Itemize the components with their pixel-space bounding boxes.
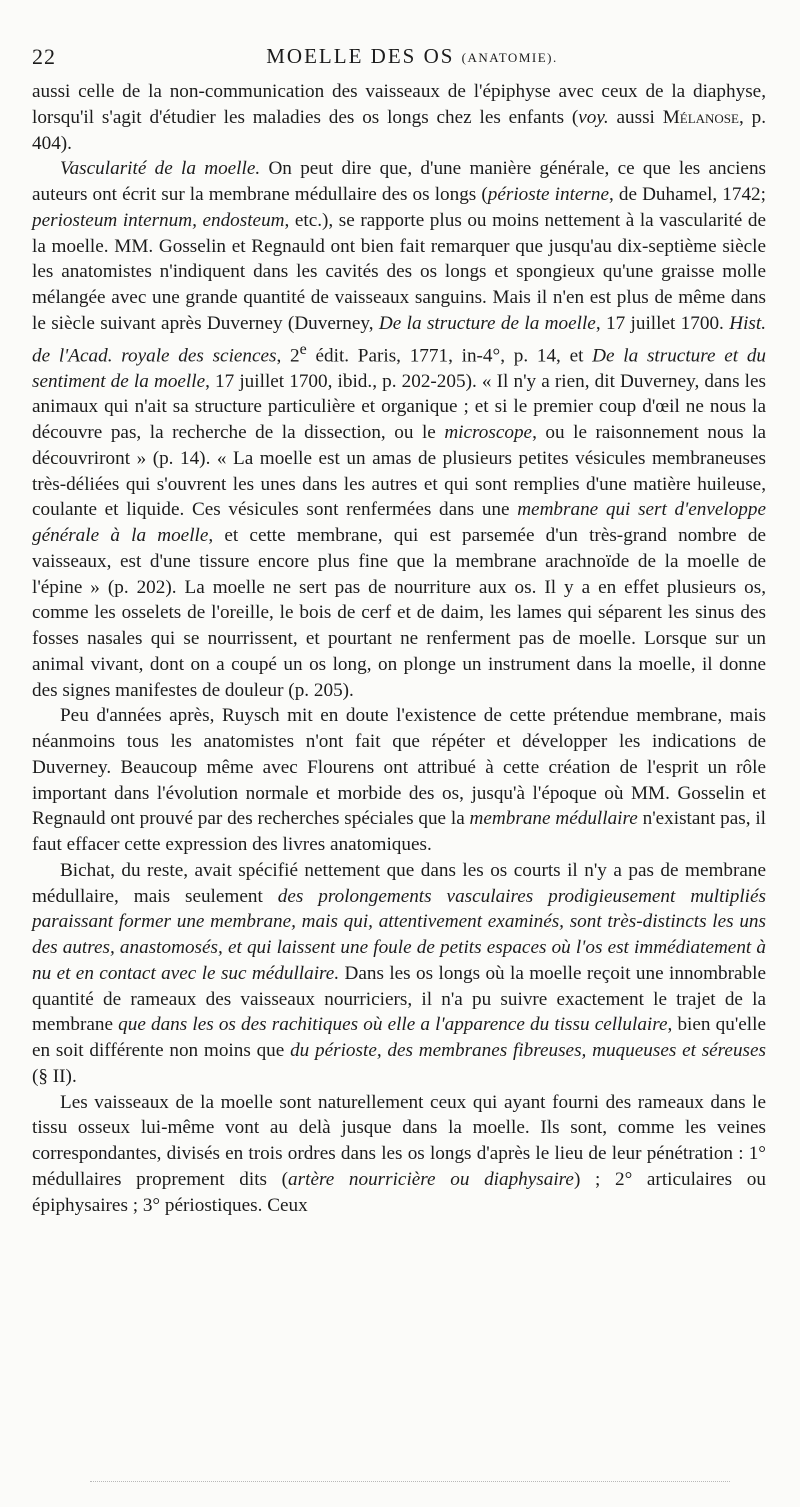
text-run: , bien qu'elle en soit différente non moins que: [32, 1014, 766, 1062]
italic-run: périoste interne: [487, 184, 609, 205]
small-caps-run: Mélanose: [662, 106, 739, 128]
paragraph-5: [32, 1090, 766, 1219]
italic-run: membrane qui sert d'enveloppe générale à la moelle: [32, 499, 766, 547]
running-title: [32, 44, 772, 69]
paragraph-3: [32, 703, 766, 858]
italic-run: periosteum internum, endosteum: [32, 209, 285, 231]
superscript: e: [299, 340, 307, 358]
italic-run: membrane médullaire: [469, 808, 638, 830]
paragraph-4: [32, 858, 766, 1090]
text-run: édit. Paris, 1771, in-4°, p. 14, et: [306, 344, 593, 366]
text-run: Bichat, du reste, avait spécifié nettement que dans les os courts il n'y a pas de membrane médullaire, mais seulement: [32, 859, 766, 907]
text-run: On peut dire que, d'une manière générale, ce que les anciens auteurs ont écrit sur la membrane médullaire des os longs (: [32, 158, 767, 205]
italic-run: du périoste, des membranes fibreuses, muqueuses et séreuses: [290, 1040, 766, 1062]
text-run: , 17 juillet 1700, ibid., p. 202-205). « Il n'y a rien, dit Duverney, dans les animaux qui n'ait sa structure particulière et organique ; et si le premier coup d'œil ne nous la découvre pas, la recherche de la dissection, ou le: [32, 370, 766, 444]
text-run: Dans les os longs où la moelle reçoit une innombrable quantité de rameaux des vaisseaux nourriciers, il n'a pu suivre exactement le trajet de la membrane: [32, 962, 766, 1036]
section-heading: Vascularité de la moelle.: [60, 158, 261, 180]
running-title-main: MOELLE DES OS: [266, 44, 455, 68]
text-run: aussi celle de la non-communication des vaisseaux de l'épiphyse avec ceux de la diaphyse, lorsqu'il s'agit d'étudier les maladies des os longs chez les enfants (: [32, 81, 766, 128]
text-run: , ou le raisonnement nous la découvriront » (p. 14). « La moelle est un amas de plusieurs petites vésicules membraneuses très-déliées qui s'ouvrent les unes dans les autres et qui sont remplies d'une matière huileuse, coulante et liquide. Ces vésicules sont renfermées dans une: [32, 422, 766, 521]
footer-dotted-rule: [90, 1481, 730, 1482]
page-number: 22: [32, 44, 56, 69]
text-run: n'existant pas, il faut effacer cette expression des livres anatomiques.: [32, 808, 766, 856]
italic-run: microscope: [444, 422, 533, 444]
italic-run: De la structure de la moelle: [378, 312, 596, 334]
page-body: [32, 79, 766, 1218]
italic-run: Hist. de l'Acad. royale des sciences: [32, 312, 767, 366]
text-run: Peu d'années après, Ruysch mit en doute l'existence de cette prétendue membrane, mais néanmoins tous les anatomistes n'ont fait que répéter et développer les indications de Duverney. Beaucoup même avec Flourens ont attribué à cette création de l'esprit un rôle important dans l'évolution normale et morbide des os, jusqu'à l'époque où MM. Gosselin et Regnauld ont prouvé par des recherches spéciales que la: [32, 705, 766, 830]
page-header: [32, 40, 772, 70]
italic-run: que dans les os des rachitiques où elle a l'apparence du tissu cellulaire: [118, 1014, 668, 1036]
text-run: , 17 juillet 1700.: [595, 312, 730, 334]
text-run: , de Duhamel, 1742;: [609, 184, 766, 205]
paragraph-1: [32, 79, 766, 156]
running-title-section: (ANATOMIE).: [461, 50, 558, 65]
text-run: , etc.), se rapporte plus ou moins nettement à la vascularité de la moelle. MM. Gosselin et Regnauld ont bien fait remarquer que jusqu'au dix-septième siècle les anatomistes n'indiquent dans les cavités des os longs et spongieux qu'une graisse molle mélangée avec une grande quantité de vaisseaux sanguins. Mais il n'en est plus de même dans le siècle suivant après Duverney (Duverney,: [32, 209, 766, 334]
text-run: (§ II).: [32, 1065, 77, 1087]
italic-run: artère nourricière ou diaphysaire: [288, 1168, 574, 1190]
text-run: , et cette membrane, qui est parsemée d'un très-grand nombre de vaisseaux, est d'une tissure encore plus fine que la membrane arachnoïde de la moelle de l'épine » (p. 202). La moelle ne sert pas de nourriture aux os. Il y a en effet plusieurs os, comme les osselets de l'oreille, le bois de cerf et de daim, les lames qui séparent les sinus des fosses nasales qui se nourrissent, et pourtant ne renferment pas de moelle. Lorsque sur un animal vivant, dont on a coupé un os long, on plonge un instrument dans la moelle, il donne des signes manifestes de douleur (p. 205).: [32, 525, 766, 701]
text-run: , 2: [276, 344, 300, 366]
paragraph-2: [32, 156, 766, 703]
text-run: ) ; 2° articulaires ou épiphysaires ; 3° périostiques. Ceux: [32, 1168, 766, 1216]
text-run: aussi: [608, 106, 663, 128]
text-run: , p. 404).: [32, 106, 767, 154]
italic-run: voy.: [578, 106, 609, 128]
text-run: Les vaisseaux de la moelle sont naturellement ceux qui ayant fourni des rameaux dans le tissu osseux lui-même vont au delà jusque dans la moelle. Ils sont, comme les veines correspondantes, divisés en trois ordres dans les os longs d'après le lieu de leur pénétration : 1° médullaires proprement dits (: [32, 1091, 766, 1190]
italic-run: des prolongements vasculaires prodigieusement multipliés paraissant former une membrane, mais qui, attentivement examinés, sont très-distincts les uns des autres, anastomosés, et qui laissent une foule de petits espaces où l'os est immédiatement à nu et en contact avec le suc médullaire.: [32, 885, 766, 984]
italic-run: De la structure et du sentiment de la moelle: [32, 344, 767, 392]
